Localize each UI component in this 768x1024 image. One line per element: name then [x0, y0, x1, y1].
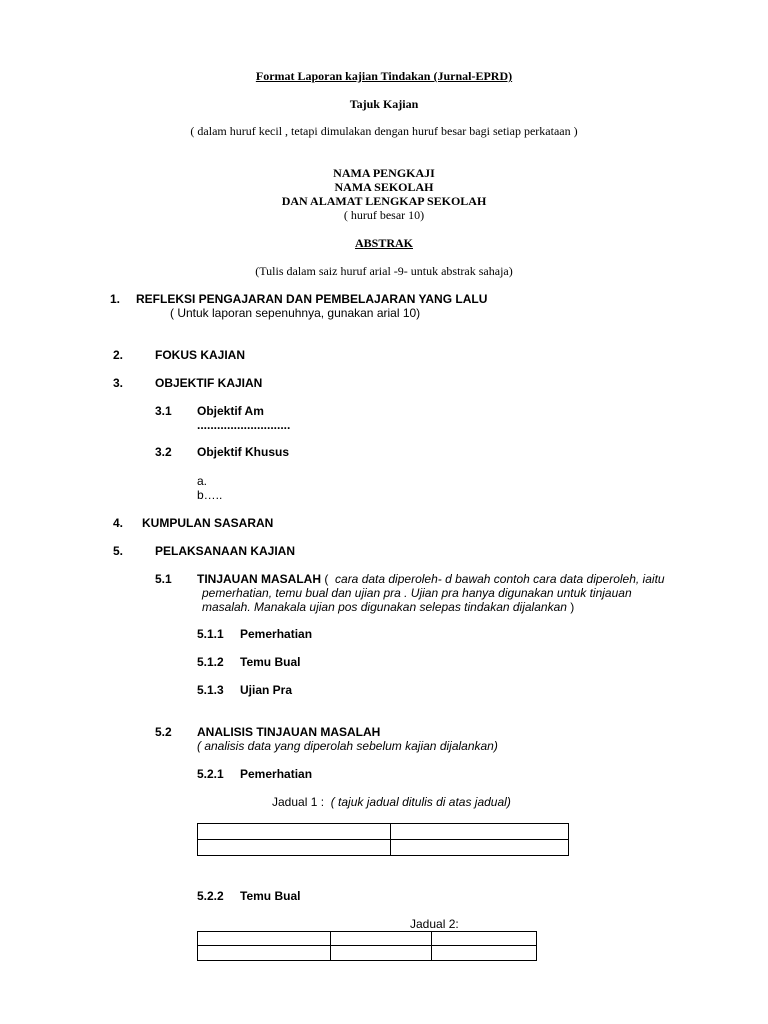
alamat-sekolah: DAN ALAMAT LENGKAP SEKOLAH — [281, 194, 487, 208]
section-5-1-close-paren: ) — [570, 600, 575, 614]
section-5-1-note-3: masalah. Manakala ujian pos digunakan selepas tindakan dijalankan — [202, 600, 567, 614]
jadual-1-label: Jadual 1 : — [272, 795, 325, 809]
section-5-1-1-title: Pemerhatian — [240, 627, 313, 641]
section-1-number: 1. — [110, 292, 121, 306]
table-cell — [198, 840, 391, 856]
table-cell — [198, 824, 391, 840]
section-5-1-1-number: 5.1.1 — [197, 627, 224, 641]
huruf-besar-note: ( huruf besar 10) — [343, 208, 425, 222]
section-5-title: PELAKSANAAN KAJIAN — [155, 544, 296, 558]
table-cell — [198, 946, 331, 961]
section-5-1-3-title: Ujian Pra — [240, 683, 293, 697]
section-5-1-title: TINJAUAN MASALAH — [197, 572, 321, 586]
section-5-2-2-number: 5.2.2 — [197, 889, 224, 903]
section-3-1-number: 3.1 — [155, 404, 172, 418]
section-4-number: 4. — [113, 516, 124, 530]
section-2-title: FOKUS KAJIAN — [155, 348, 246, 362]
section-3-1-dots: ............................ — [197, 418, 291, 432]
table-row — [198, 824, 569, 840]
section-5-2-2-title: Temu Bual — [240, 889, 301, 903]
section-5-number: 5. — [113, 544, 124, 558]
jadual-1-table — [197, 823, 569, 856]
table-cell — [432, 932, 537, 946]
section-3-2-number: 3.2 — [155, 445, 172, 459]
jadual-1-caption — [272, 795, 511, 809]
section-3-title: OBJEKTIF KAJIAN — [155, 376, 263, 390]
section-5-1-number: 5.1 — [155, 572, 172, 586]
jadual-1-note: ( tajuk jadual ditulis di atas jadual) — [330, 795, 511, 809]
section-3-2-title: Objektif Khusus — [197, 445, 290, 459]
table-cell — [331, 932, 432, 946]
section-3-1-title: Objektif Am — [197, 404, 264, 418]
section-5-2-title: ANALISIS TINJAUAN MASALAH — [197, 725, 381, 739]
section-5-2-1-number: 5.2.1 — [197, 767, 224, 781]
section-1-title: REFLEKSI PENGAJARAN DAN PEMBELAJARAN YANG LALU — [136, 292, 488, 306]
abstrak-note: (Tulis dalam saiz huruf arial -9- untuk abstrak sahaja) — [255, 264, 513, 278]
section-5-1-note-2: pemerhatian, temu bual dan ujian pra . Ujian pra hanya digunakan untuk tinjauan — [202, 586, 632, 600]
section-2-number: 2. — [113, 348, 124, 362]
table-row — [198, 840, 569, 856]
section-5-1-2-title: Temu Bual — [240, 655, 301, 669]
section-3-2-item-a: a. — [197, 474, 208, 488]
section-3-2-item-b: b….. — [197, 488, 223, 502]
table-cell — [198, 932, 331, 946]
section-5-2-number: 5.2 — [155, 725, 172, 739]
table-row — [198, 932, 537, 946]
table-cell — [331, 946, 432, 961]
nama-sekolah: NAMA SEKOLAH — [334, 180, 434, 194]
nama-pengkaji: NAMA PENGKAJI — [333, 166, 435, 180]
section-3-number: 3. — [113, 376, 124, 390]
section-5-1-open-paren: ( — [324, 572, 329, 586]
tajuk-note: ( dalam huruf kecil , tetapi dimulakan dengan huruf besar bagi setiap perkataan ) — [190, 124, 578, 138]
section-5-1-note-1: cara data diperoleh- d bawah contoh cara data diperoleh, iaitu — [335, 572, 665, 586]
section-1-note: ( Untuk laporan sepenuhnya, gunakan arial 10) — [170, 306, 421, 320]
table-cell — [391, 840, 569, 856]
section-4-title: KUMPULAN SASARAN — [142, 516, 274, 530]
tajuk-kajian: Tajuk Kajian — [349, 97, 419, 111]
section-5-2-note: ( analisis data yang diperolah sebelum kajian dijalankan) — [197, 739, 498, 753]
jadual-2-label: Jadual 2: — [410, 917, 459, 931]
abstrak-heading: ABSTRAK — [354, 236, 413, 250]
section-5-1-line-1 — [197, 572, 665, 586]
jadual-2-table — [197, 931, 537, 961]
section-5-1-2-number: 5.1.2 — [197, 655, 224, 669]
table-cell — [391, 824, 569, 840]
table-row — [198, 946, 537, 961]
section-5-1-line-3 — [202, 600, 574, 614]
table-cell — [432, 946, 537, 961]
section-5-2-1-title: Pemerhatian — [240, 767, 313, 781]
format-title: Format Laporan kajian Tindakan (Jurnal-EPRD) — [255, 69, 513, 83]
section-5-1-3-number: 5.1.3 — [197, 683, 224, 697]
